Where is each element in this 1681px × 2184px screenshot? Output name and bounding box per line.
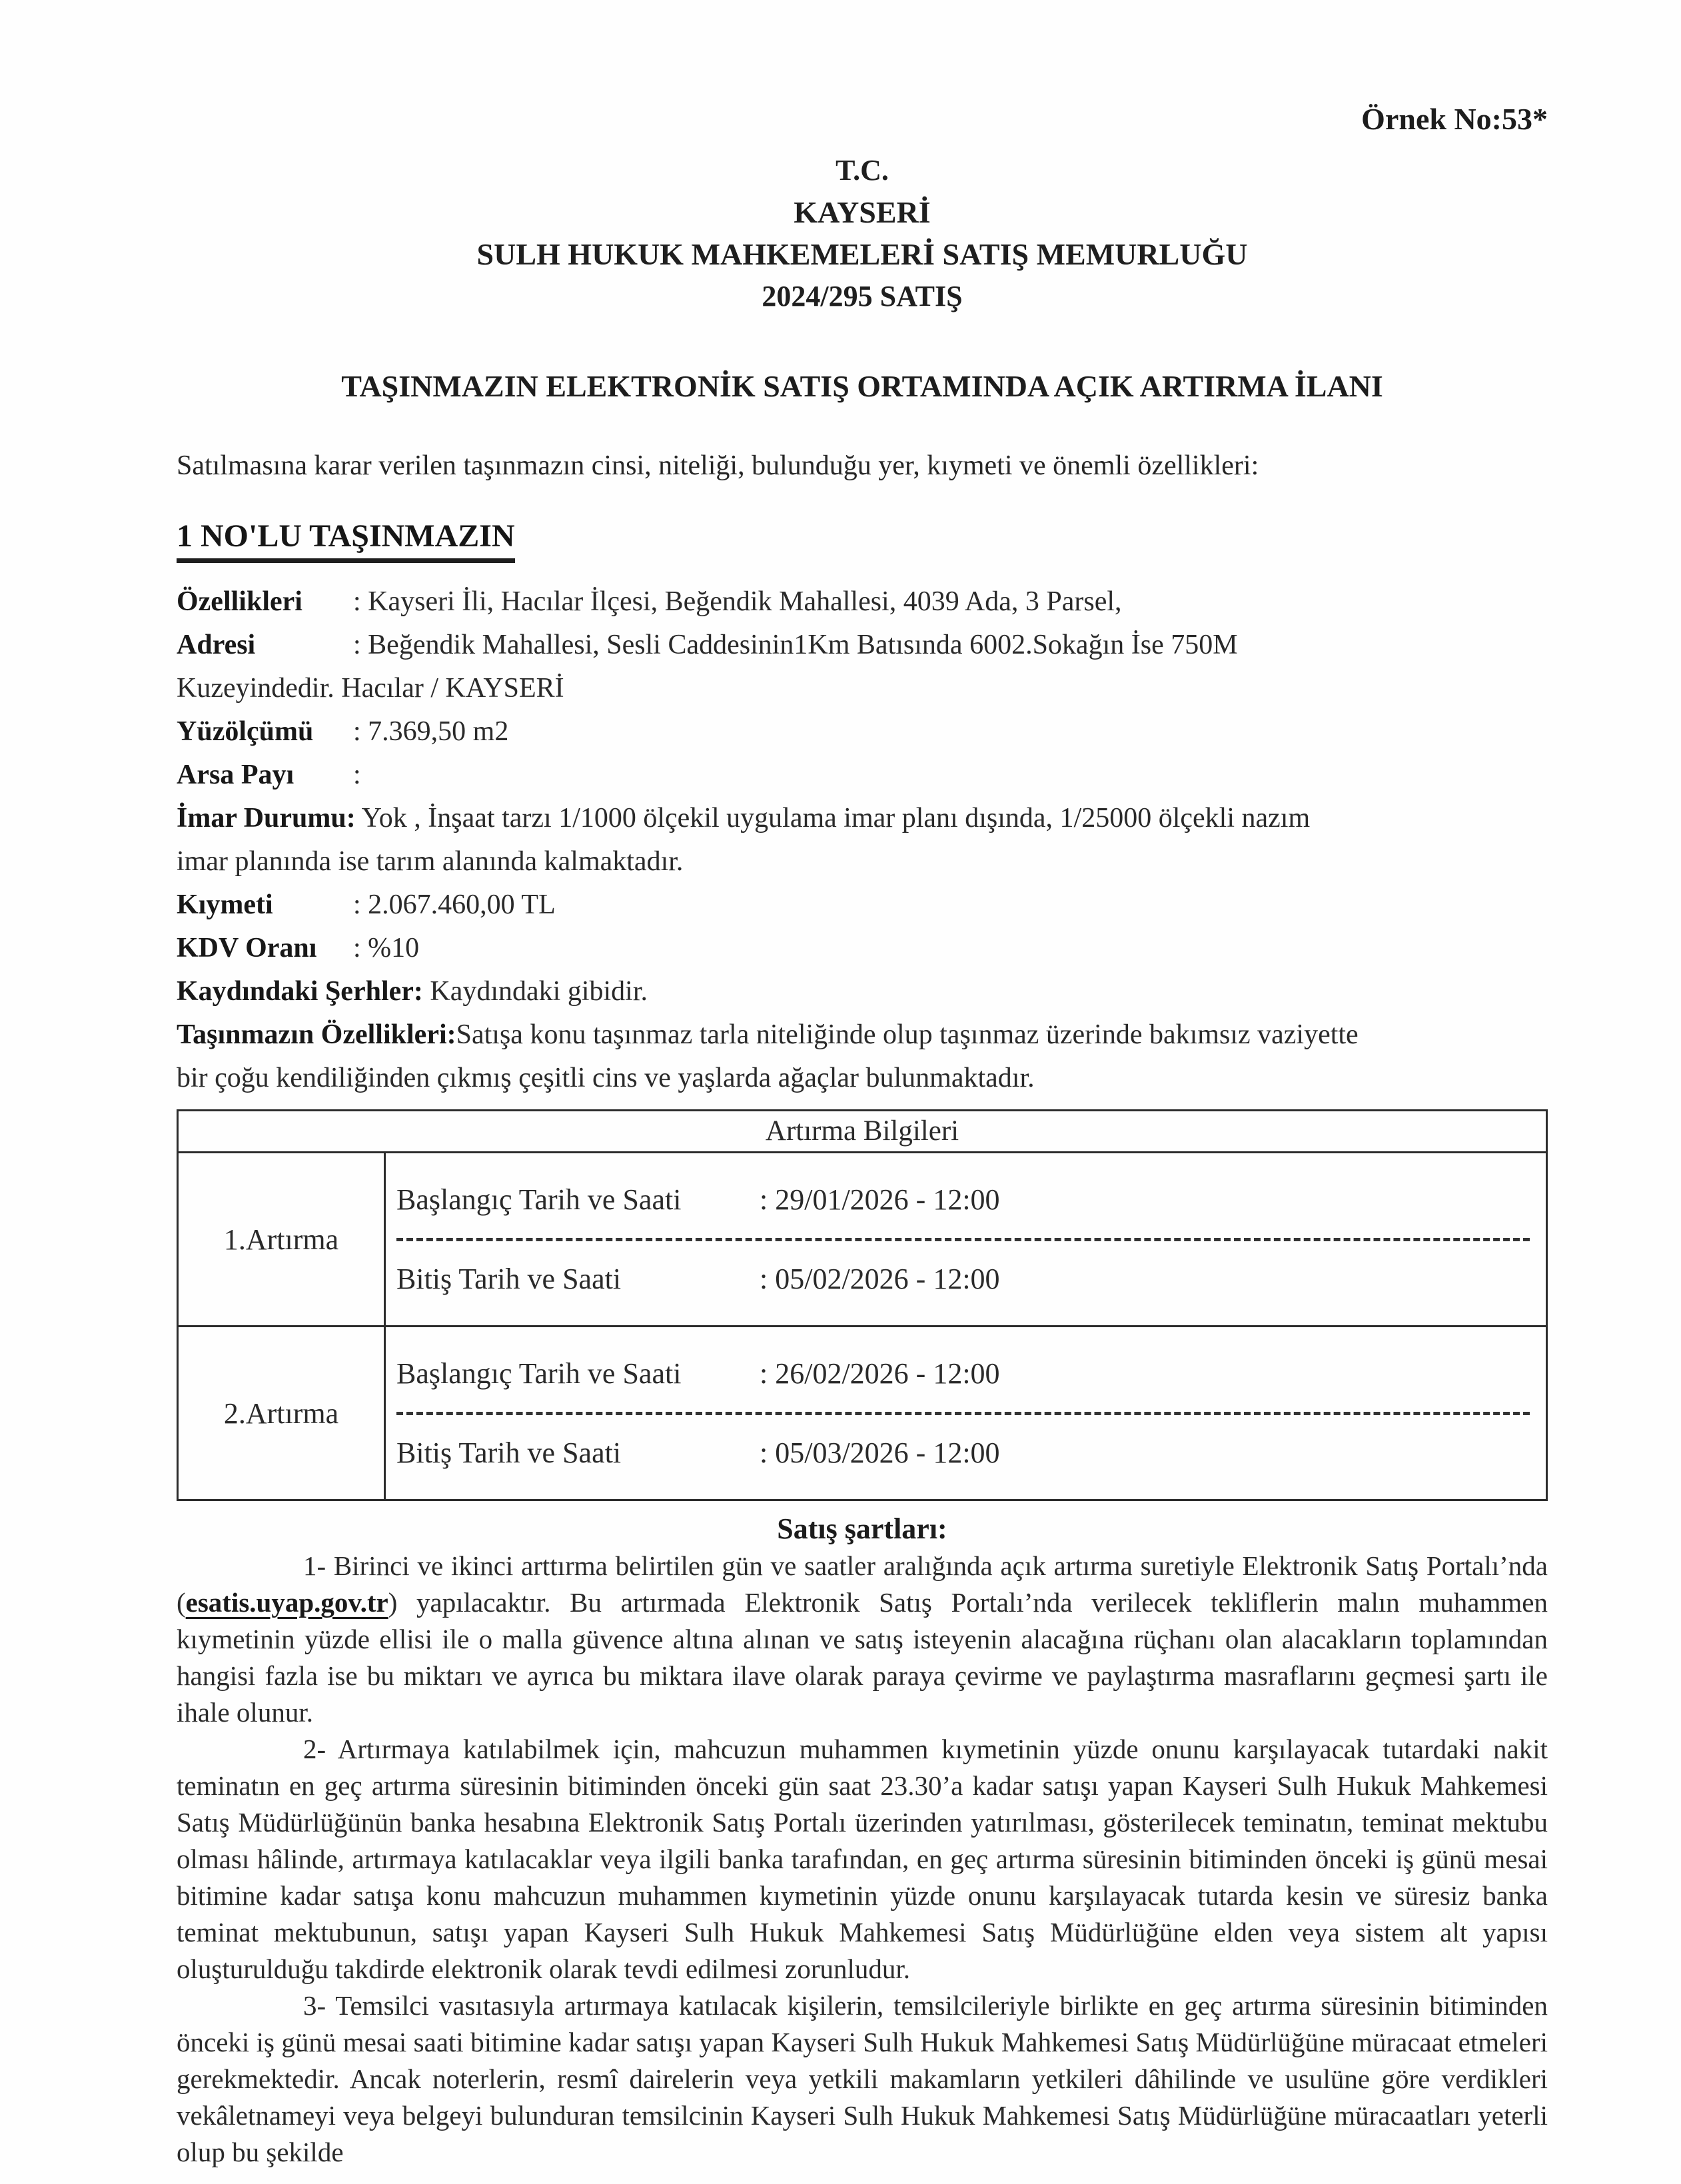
field-value: : (353, 760, 361, 790)
field-label: Özellikleri (177, 586, 302, 617)
field-value: Satışa konu taşınmaz tarla niteliğinde olup taşınmaz üzerinde bakımsız vaziyette (456, 1019, 1359, 1050)
auction-end-value: : 05/03/2026 - 12:00 (760, 1436, 1000, 1469)
dashed-divider (396, 1238, 1530, 1241)
auction-table (177, 1109, 1548, 1501)
auction-start-value: : 29/01/2026 - 12:00 (760, 1183, 1000, 1216)
property-fields (177, 580, 1548, 1100)
field-label: İmar Durumu: (177, 803, 356, 833)
auction-end-line (396, 1261, 1530, 1297)
field-kdv-orani (177, 927, 1548, 970)
field-ozellikleri (177, 580, 1548, 624)
auction-start-line (396, 1356, 1530, 1392)
terms-paragraph-3: 3- Temsilci vasıtasıyla artırmaya katılacak kişilerin, temsilcileriyle birlikte en geç artırma süresinin bitiminden önceki iş günü mesai saati bitimine kadar satışı yapan Kayseri Sulh Hukuk Mahkemesi Satış Müdürlüğüne müracaat etmeleri gerekmektedir. Ancak noterlerin, resmî dairelerin veya yetkili makamların yetkileri dâhilinde ve usulüne göre verdikleri vekâletnameyi veya belgeyi bulunduran temsilcinin Kayseri Sulh Hukuk Mahkemesi Satış Müdürlüğüne müracaatları yeterli olup bu şekilde (177, 1990, 1548, 2167)
field-value-continuation: bir çoğu kendiliğinden çıkmış çeşitli cins ve yaşlarda ağaçlar bulunmaktadır. (177, 1063, 1035, 1093)
auction-start-label: Başlangıç Tarih ve Saati (396, 1357, 682, 1390)
auction-row-1 (179, 1153, 1546, 1325)
field-value-continuation: Kuzeyindedir. Hacılar / KAYSERİ (177, 673, 564, 704)
field-imar-durumu (177, 797, 1548, 883)
field-yuzolcumu (177, 710, 1548, 754)
auction-start-label: Başlangıç Tarih ve Saati (396, 1183, 682, 1216)
auction-row-dates (386, 1327, 1546, 1499)
auction-row-name: 2.Artırma (179, 1327, 386, 1499)
terms-paragraph-1 (177, 1548, 1548, 1731)
auction-row-dates (386, 1153, 1546, 1325)
field-label: Kaydındaki Şerhler: (177, 976, 423, 1007)
auction-row-2 (179, 1325, 1546, 1499)
field-tasinmazin-ozellikleri (177, 1013, 1548, 1100)
auction-table-title: Artırma Bilgileri (179, 1111, 1546, 1153)
field-kaydindaki-serhler (177, 970, 1548, 1013)
auction-end-label: Bitiş Tarih ve Saati (396, 1436, 622, 1469)
auction-row-name: 1.Artırma (179, 1153, 386, 1325)
property-section-title: 1 NO'LU TAŞINMAZIN (177, 517, 515, 563)
dashed-divider (396, 1412, 1530, 1415)
auction-start-line (396, 1182, 1530, 1218)
esatis-portal-link: esatis.uyap.gov.tr (185, 1587, 388, 1618)
intro-text: Satılmasına karar verilen taşınmazın cinsi, niteliği, bulunduğu yer, kıymeti ve önemli özellikleri: (177, 450, 1259, 481)
ornek-no: Örnek No:53* (1361, 102, 1548, 136)
field-label: Kıymeti (177, 889, 273, 920)
field-value-continuation: imar planında ise tarım alanında kalmaktadır. (177, 846, 684, 877)
field-value: : 2.067.460,00 TL (353, 889, 556, 920)
field-value: Kaydındaki gibidir. (422, 976, 648, 1007)
auction-end-line (396, 1435, 1530, 1471)
terms-paragraph-1-text-after: ) yapılacaktır. Bu artırmada Elektronik Satış Portalı’nda verilecek tekliflerin malın muhammen kıymetinin yüzde ellisi ile o malla güvence altına alınan ve satış isteyenin alacağına rüçhanı olan alacakların toplamından hangisi fazla ise bu miktarı ve ayrıca bu miktara ilave olarak paraya çevirme ve paylaştırma masraflarını geçmesi şartı ile ihale olunur. (177, 1587, 1548, 1728)
field-label: Taşınmazın Özellikleri: (177, 1019, 456, 1050)
auction-end-value: : 05/02/2026 - 12:00 (760, 1262, 1000, 1295)
terms-title: Satış şartları: (777, 1512, 947, 1545)
header-city: KAYSERİ (794, 195, 931, 229)
header-tc: T.C. (836, 154, 889, 187)
field-value: : %10 (353, 933, 420, 963)
field-value: : Kayseri İli, Hacılar İlçesi, Beğendik Mahallesi, 4039 Ada, 3 Parsel, (353, 586, 1122, 617)
field-arsa-payi (177, 754, 1548, 797)
document-title: TAŞINMAZIN ELEKTRONİK SATIŞ ORTAMINDA AÇIK ARTIRMA İLANI (341, 369, 1383, 403)
field-adresi (177, 624, 1548, 710)
auction-start-value: : 26/02/2026 - 12:00 (760, 1357, 1000, 1390)
header-file-number: 2024/295 SATIŞ (762, 280, 963, 312)
field-kiymeti (177, 883, 1548, 927)
header-court-name: SULH HUKUK MAHKEMELERİ SATIŞ MEMURLUĞU (476, 237, 1248, 271)
field-label: KDV Oranı (177, 933, 317, 963)
field-value: Yok , İnşaat tarzı 1/1000 ölçekil uygulama imar planı dışında, 1/25000 ölçekli nazım (355, 803, 1311, 833)
field-label: Adresi (177, 630, 256, 660)
terms-paragraph-1-text: 1- Birinci ve ikinci arttırma belirtilen gün ve saatler aralığında açık artırma suretiyle Elektronik Satış Portalı’nda ( (177, 1550, 1548, 1618)
auction-end-label: Bitiş Tarih ve Saati (396, 1262, 622, 1295)
terms-paragraph-2: 2- Artırmaya katılabilmek için, mahcuzun muhammen kıymetinin yüzde onunu karşılayacak tutardaki nakit teminatın en geç artırma süresinin bitiminden önceki gün saat 23.30’a kadar satışı yapan Kayseri Sulh Hukuk Mahkemesi Satış Müdürlüğünün banka hesabına Elektronik Satış Portalı üzerinden yatırılması, gösterilecek teminatın, teminat mektubu olması hâlinde, artırmaya katılacaklar veya ilgili banka tarafından, en geç artırma süresinin bitiminden önceki iş günü mesai bitimine kadar satışa konu mahcuzun muhammen kıymetinin yüzde onunu karşılayacak tutarda kesin ve süresiz banka teminat mektubunun, satışı yapan Kayseri Sulh Hukuk Mahkemesi Satış Müdürlüğüne elden veya sistem alt yapısı oluşturulduğu takdirde elektronik olarak tevdi edilmesi zorunludur. (177, 1734, 1548, 1984)
field-value: : 7.369,50 m2 (353, 716, 509, 747)
field-value: : Beğendik Mahallesi, Sesli Caddesinin1Km Batısında 6002.Sokağın İse 750M (353, 630, 1238, 660)
field-label: Yüzölçümü (177, 716, 314, 747)
field-label: Arsa Payı (177, 760, 294, 790)
